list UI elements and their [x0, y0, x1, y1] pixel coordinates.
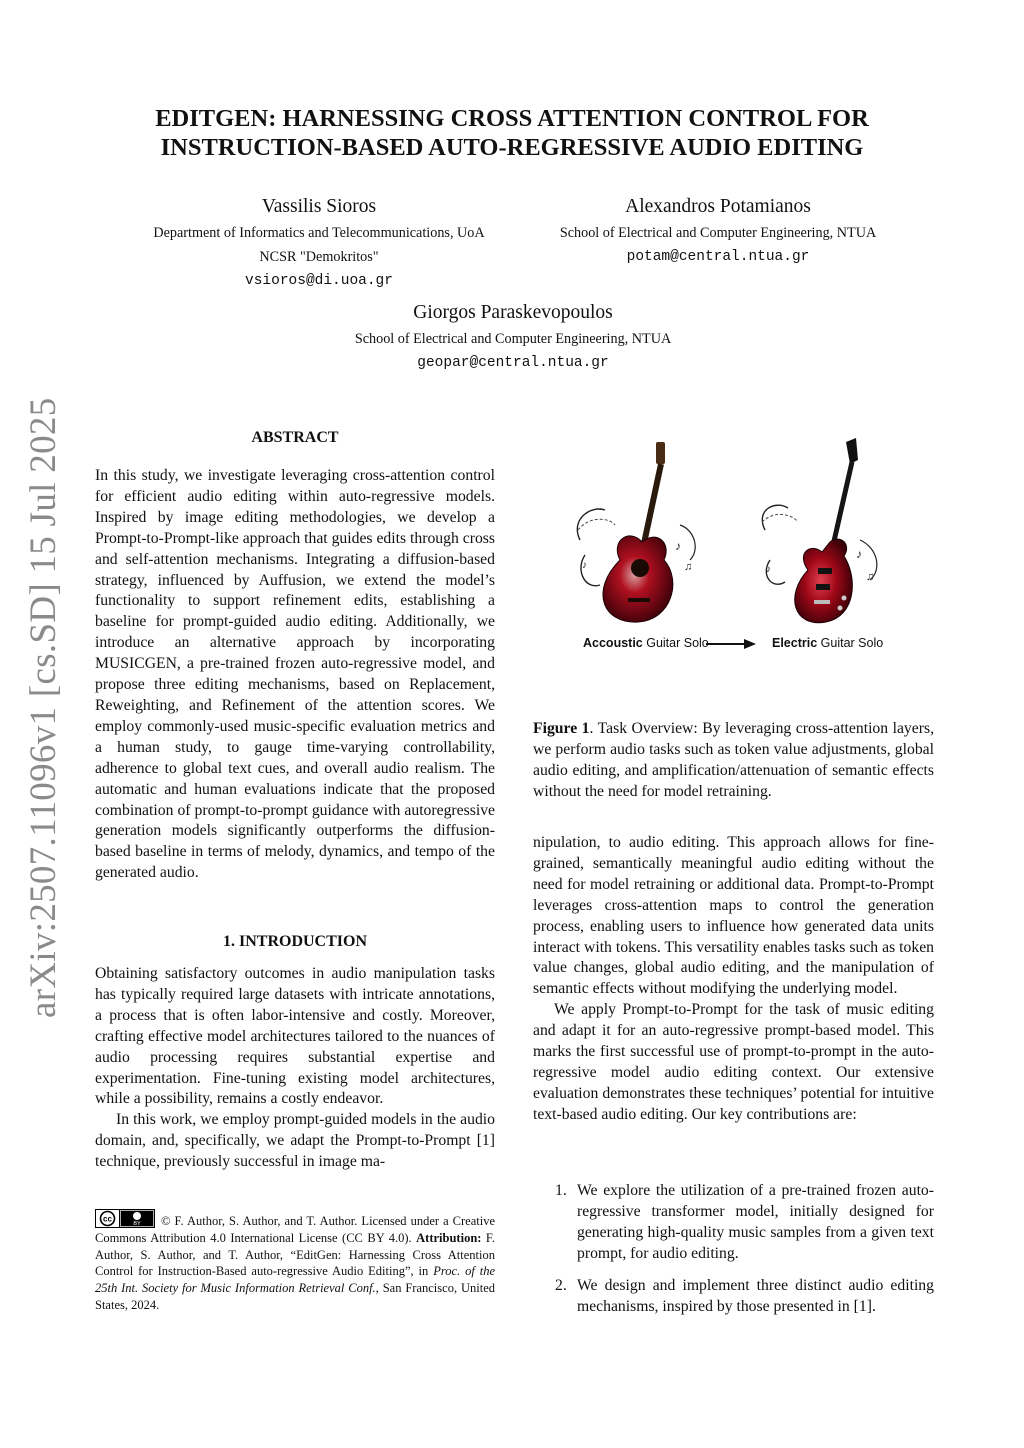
author-name: Alexandros Potamianos: [625, 196, 811, 217]
figure-caption-label: Figure 1: [533, 720, 590, 737]
title-line-1: EDITGEN: HARNESSING CROSS ATTENTION CONTROL FOR: [155, 105, 869, 132]
introduction-heading: 1. INTRODUCTION: [222, 933, 367, 950]
svg-text:♪: ♪: [856, 547, 862, 561]
author-affiliation: School of Electrical and Computer Engineering, NTUA: [559, 225, 877, 241]
abstract-text: In this study, we investigate leveraging cross-attention control for efficient audio editing within auto-regressive models. Inspired by image editing methodologies, we develop a Prompt-to-Prompt-like approach that guides edits through cross and self-attention mechanisms. Integrating a diffusion-based strategy, influenced by Auffusion, we extend the model’s functionality to support refinement edits, establishing a baseline for prompt-guided audio editing. Additionally, we introduce an alternative approach by incorporating MUSICGEN, a pre-trained frozen auto-regressive model, and propose three editing mechanisms, based on Replacement, Reweighting, and Refinement of the attention scores. We employ commonly-used music-specific evaluation metrics and a human study, to gauge time-varying controllability, adherence to global text cues, and overall audio realism. The automatic and human evaluations indicate that the proposed combination of prompt-to-prompt guidance with autoregressive generation models significantly outperforms the diffusion-based baseline in terms of melody, dynamics, and tempo of the generated audio.: [95, 467, 495, 882]
svg-text:BY: BY: [133, 1221, 141, 1227]
creative-commons-icon[interactable]: [95, 1209, 155, 1228]
figure-1-illustration: [560, 430, 910, 662]
author-block-3: [312, 300, 714, 375]
attribution-location: San Francisco, United States, 2024.: [95, 1281, 495, 1312]
title-line-2: INSTRUCTION-BASED AUTO-REGRESSIVE AUDIO EDITING: [160, 134, 864, 161]
svg-text:♫: ♫: [866, 571, 875, 583]
contribution-number: 1.: [555, 1182, 567, 1199]
svg-text:cc: cc: [103, 1214, 112, 1224]
svg-text:♪: ♪: [582, 560, 587, 571]
author-name: Giorgos Paraskevopoulos: [413, 302, 613, 323]
arrow-right-icon: [706, 639, 756, 649]
introduction-continued: [533, 833, 934, 1126]
acoustic-guitar-icon: [577, 442, 695, 622]
intro-paragraph-1: Obtaining satisfactory outcomes in audio manipulation tasks has typically required large datasets with intricate annotations, a process that is often labor-intensive and costly. Moreover, crafting effective model architectures tailored to the nuances of audio processing requires substantial expertise and experimentation. Fine-tuning existing model architectures, while a possibility, remains a costly endeavor.: [95, 965, 495, 1108]
license-text: © F. Author, S. Author, and T. Author. Licensed under a Creative Commons Attribution 4.0 International License (CC BY 4.0).: [95, 1214, 495, 1245]
author-email[interactable]: vsioros@di.uoa.gr: [245, 273, 393, 289]
figure-1-caption: [533, 719, 934, 803]
author-affiliation: School of Electrical and Computer Engineering, NTUA: [354, 331, 672, 347]
author-affiliation: Department of Informatics and Telecommunications, UoA: [153, 225, 485, 241]
arxiv-identifier: arXiv:2507.11096v1 [cs.SD] 15 Jul 2025: [23, 397, 64, 1018]
author-email[interactable]: geopar@central.ntua.gr: [417, 355, 609, 371]
author-block-2: [530, 194, 906, 269]
intro-paragraph-3: We apply Prompt-to-Prompt for the task of music editing and adapt it for an auto-regressive prompt-based model. This marks the first successful use of prompt-to-prompt in the auto-regressive model audio editing context. Our extensive evaluation demonstrates these techniques’ potential for intuitive text-based audio editing. Our key contributions are:: [533, 1001, 934, 1123]
abstract-body: [95, 466, 495, 884]
figure-label-acoustic: Accoustic Guitar Solo: [583, 636, 709, 650]
contribution-item: [533, 1181, 934, 1265]
intro-paragraph-2-continued: nipulation, to audio editing. This approach allows for fine-grained, semantically meaningful audio editing without the need for model retraining or additional data. Prompt-to-Prompt leverages cross-attention maps to control the generation process, enabling users to influence how generated data units interact with tokens. This versatility enables tasks such as token value changes, global audio editing, and the manipulation of semantic effects without modifying the underlying model.: [533, 834, 934, 998]
attribution-label: Attribution:: [416, 1230, 482, 1245]
introduction-body: [95, 964, 495, 1173]
attribution-text: F. Author, S. Author, and T. Author, “EditGen: Harnessing Cross Attention Control for Instruction-Based auto-regressive Audio Editing”, in: [95, 1230, 495, 1279]
attribution-venue: Proc. of the 25th Int. Society for Music Information Retrieval Conf.,: [95, 1264, 495, 1296]
contribution-number: 2.: [555, 1277, 567, 1294]
contribution-text: We design and implement three distinct audio editing mechanisms, inspired by those presented in [1].: [577, 1277, 934, 1315]
svg-text:♪: ♪: [766, 564, 771, 575]
abstract-heading: ABSTRACT: [251, 429, 339, 446]
author-name: Vassilis Sioros: [261, 196, 377, 217]
electric-guitar-icon: [762, 438, 877, 623]
figure-caption-text: . Task Overview: By leveraging cross-attention layers, we perform audio tasks such as token value adjustments, global audio editing, and amplification/attenuation of semantic effects without the need for model retraining.: [533, 720, 934, 800]
intro-paragraph-2: In this work, we employ prompt-guided models in the audio domain, and, specifically, we adapt the Prompt-to-Prompt [1] technique, previously successful in image ma-: [95, 1111, 495, 1171]
license-footnote: [95, 1209, 495, 1314]
author-block-1: [118, 194, 520, 293]
contribution-text: We explore the utilization of a pre-trained frozen auto-regressive transformer model, initially designed for generating high-quality music samples from a given text prompt, for audio editing.: [577, 1182, 934, 1262]
contribution-item: [533, 1276, 934, 1318]
author-affiliation-2: NCSR "Demokritos": [259, 249, 379, 265]
paper-title: [110, 104, 914, 162]
figure-label-electric: Electric Guitar Solo: [772, 636, 884, 650]
svg-text:♪: ♪: [675, 539, 681, 553]
svg-text:♫: ♫: [684, 561, 693, 573]
author-email[interactable]: potam@central.ntua.gr: [626, 249, 810, 265]
